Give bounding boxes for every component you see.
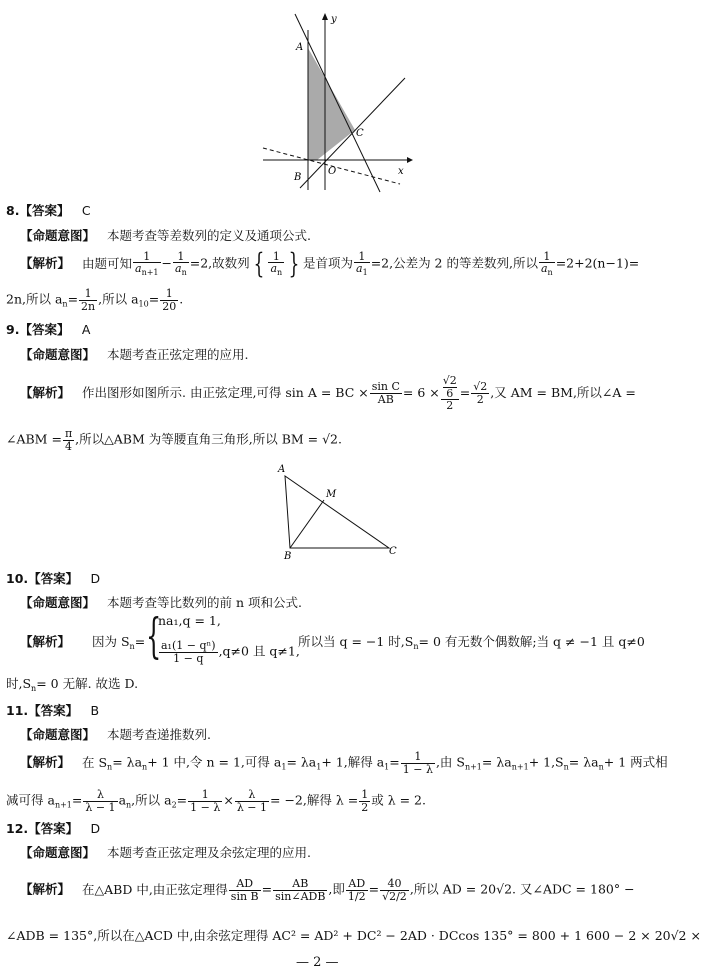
q12-frac2: $\frac{AB}{\text{sin∠ADB}}$ xyxy=(275,877,326,903)
q8-l2-c: ,所以 a xyxy=(98,291,139,307)
q11-analysis-tag: 【解析】 xyxy=(20,754,71,770)
label-O: O xyxy=(328,166,337,177)
q12-intent-tag: 【命题意图】 xyxy=(20,845,96,860)
q8-frac4: $\frac{1}{a_n}$ xyxy=(540,249,553,278)
q9-l1-a: 作出图形如图所示. 由正弦定理,可得 sin A = BC × xyxy=(82,384,369,400)
figure-triangle xyxy=(272,458,402,562)
q8-l1-e: =2+2(n−1)= xyxy=(555,255,640,271)
label-x: x xyxy=(398,166,404,177)
q9-answer-line xyxy=(6,322,90,337)
x-axis-arrow xyxy=(407,157,413,163)
q9-frac1: $\frac{\text{sin C}}{AB}$ xyxy=(371,380,400,406)
q10-answer: D xyxy=(90,571,101,586)
q12-intent-line xyxy=(20,845,311,860)
q11-number: 11. xyxy=(6,703,29,718)
y-axis-arrow xyxy=(322,13,328,20)
q8-l2-a: 2n,所以 a xyxy=(6,291,63,307)
q11-intent: 本题考查递推数列. xyxy=(107,727,211,742)
q10-piecewise-brace: { xyxy=(146,608,162,664)
q8-l2-sub2: 10 xyxy=(138,299,149,309)
q11-intent-line xyxy=(20,727,211,742)
q9-frac2: √2 6 2 xyxy=(442,374,457,413)
q12-answer-tag: 【答案】 xyxy=(28,821,79,836)
q8-l1-b: =2,故数列 xyxy=(189,255,250,271)
q9-answer: A xyxy=(81,322,91,337)
triangle-ABC xyxy=(285,476,389,548)
q10-case2: $\frac{\text{a₁(1 − qⁿ)}}{1 - q}$ ,q≠0 且 q≠1, xyxy=(161,639,300,665)
q10-l1-a: 因为 $S_n=$ xyxy=(92,634,146,651)
q9-intent-tag: 【命题意图】 xyxy=(20,347,96,362)
q10-intent-tag: 【命题意图】 xyxy=(20,595,96,610)
q8-l2-d: = xyxy=(148,291,160,307)
q12-frac1: $\frac{AD}{\text{sin B}}$ xyxy=(230,877,259,903)
q12-answer-line xyxy=(6,821,100,836)
q9-intent-line xyxy=(20,347,248,362)
q11-frac-a1: $\frac{1}{1 - \lambda}$ xyxy=(402,750,433,776)
q11-answer: B xyxy=(90,703,100,718)
label-y: y xyxy=(331,14,337,25)
q9-l2-frac: $\frac{\pi}{4}$ xyxy=(64,427,73,453)
label-A: A xyxy=(296,42,304,53)
q8-analysis-tag: 【解析】 xyxy=(20,255,71,271)
q9-analysis-line2 xyxy=(6,428,342,452)
q8-l2-frac1: $\frac{1}{2n}$ xyxy=(81,287,96,313)
q8-l1-c: 是首项为 xyxy=(303,255,354,271)
page-number: — 2 — xyxy=(296,955,339,970)
q8-frac1: $\frac{1}{a_{n+1}}$ xyxy=(135,249,159,278)
label-C: C xyxy=(356,128,364,139)
q8-l2-sub: n xyxy=(62,299,68,309)
q8-l2-frac2: $\frac{1}{20}$ xyxy=(162,287,177,313)
q9-l1-b: = 6 × xyxy=(402,384,440,400)
q8-number: 8. xyxy=(6,203,20,218)
figure-feasible-region xyxy=(255,8,415,196)
q9-analysis-line1 xyxy=(20,375,636,412)
q12-answer: D xyxy=(90,821,101,836)
q8-analysis-line1: 【解析】 由题可知 $\frac{1}{a_{n+1}}$ − $\frac{1}{a_n}$ =2,故数列 { $\frac{1}{a_n}$ } 是首项为 $\frac{1}{a_1}$ =2,公差为 2 的等差数列,所以 $\frac{1}{a_n}$ =2+2(n−1)= xyxy=(20,247,640,280)
q10-answer-line xyxy=(6,571,100,586)
q8-answer: C xyxy=(81,203,91,218)
q10-intent: 本题考查等比数列的前 n 项和公式. xyxy=(107,595,302,610)
q9-l1-c: = xyxy=(459,384,471,400)
q12-number: 12. xyxy=(6,821,29,836)
q10-l1-rest: 所以当 q = −1 时$,S_n= 0$ 有无数个偶数解;当 q ≠ −1 且 q≠0 xyxy=(298,634,645,651)
q8-intent: 本题考查等差数列的定义及通项公式. xyxy=(107,228,311,243)
q12-intent: 本题考查正弦定理及余弦定理的应用. xyxy=(107,845,311,860)
q11-frac2: $\frac{1}{1 - \lambda}$ xyxy=(190,788,221,814)
q12-frac4: $\frac{40}{√2/2}$ xyxy=(382,877,407,903)
q8-answer-tag: 【答案】 xyxy=(19,203,70,218)
q8-answer-line xyxy=(6,203,91,218)
q10-answer-tag: 【答案】 xyxy=(28,571,79,586)
label-B: B xyxy=(294,172,302,183)
q11-frac1: $\frac{\lambda}{\lambda - 1}$ xyxy=(85,788,116,814)
q8-l1-d: =2,公差为 2 的等差数列,所以 xyxy=(370,255,538,271)
segment-BM xyxy=(290,500,324,548)
q11-analysis-line1: 【解析】 在 $S_n= \lambda a_n+ 1$ 中,令 n = 1,可得 $a_1= \lambda a_1+ 1$,解得 $a_1=$ $\frac{1}{1 - \lambda}$ ,由 $S_{n+1}= \lambda a_{n+1}+ 1,S_n= \lambda a_n+ 1$ 两式相 xyxy=(20,750,668,776)
q10-case1: na₁,q = 1, xyxy=(158,613,221,628)
q9-l2-b: ,所以△ABM 为等腰直角三角形,所以 BM = √2. xyxy=(75,431,342,447)
q9-l2-a: ∠ABM = xyxy=(6,431,62,447)
q8-seq-frac: $\frac{1}{a_n}$ xyxy=(270,249,283,278)
q11-frac4: $\frac{1}{2}$ xyxy=(361,788,369,814)
q11-intent-tag: 【命题意图】 xyxy=(20,727,96,742)
shaded-region xyxy=(308,48,355,160)
q10-analysis-tag: 【解析】 xyxy=(20,634,71,649)
q12-frac3: $\frac{AD}{1/2}$ xyxy=(347,877,366,903)
fig2-label-A: A xyxy=(278,464,286,475)
q9-answer-tag: 【答案】 xyxy=(19,322,70,337)
q8-l2-e: . xyxy=(179,291,184,307)
q9-analysis-tag: 【解析】 xyxy=(20,384,71,400)
q11-answer-tag: 【答案】 xyxy=(28,703,79,718)
fig2-label-M: M xyxy=(326,489,337,500)
q9-frac3: $\frac{√2}{2}$ xyxy=(473,380,488,406)
q8-minus: − xyxy=(161,255,173,271)
q11-answer-line xyxy=(6,703,99,718)
q8-frac2: $\frac{1}{a_n}$ xyxy=(175,249,187,278)
q8-intent-tag: 【命题意图】 xyxy=(20,228,96,243)
q11-frac3: $\frac{\lambda}{\lambda - 1}$ xyxy=(236,788,268,814)
q8-frac3: $\frac{1}{a_1}$ xyxy=(356,249,368,278)
q12-analysis-line1: 【解析】 在△ABD 中,由正弦定理得 $\frac{AD}{\text{sin B}}$ = $\frac{AB}{\text{sin∠ADB}}$ ,即 $\frac{AD}{1/2}$ = $\frac{40}{√2/2}$ ,所以 AD = 20√2. 又∠ADC = 180° − xyxy=(20,877,635,903)
fig2-label-C: C xyxy=(389,546,397,557)
q8-analysis-line2 xyxy=(6,288,183,312)
q12-analysis-line2: ∠ADB = 135°,所以在△ACD 中,由余弦定理得 AC² = AD² + DC² − 2AD · DCcos 135° = 800 + 1 600 − 2 × 20√2 × xyxy=(6,928,701,943)
q11-analysis-line2: 减可得 $a_{n+1}=$ $\frac{\lambda}{\lambda - 1}$ $a_n$,所以 $a_2=$ $\frac{1}{1 - \lambda}$ × $\frac{\lambda}{\lambda - 1}$ = −2,解得 λ = $\frac{1}{2}$ 或 λ = 2. xyxy=(6,788,426,814)
q8-intent-line xyxy=(20,228,311,243)
q10-analysis-line2: 时$,S_n= 0$ 无解. 故选 D. xyxy=(6,676,139,693)
q12-analysis-tag: 【解析】 xyxy=(20,881,71,897)
q8-l1-a: 由题可知 xyxy=(82,255,133,271)
q9-intent: 本题考查正弦定理的应用. xyxy=(107,347,249,362)
q9-number: 9. xyxy=(6,322,20,337)
q8-l2-b: = xyxy=(67,291,79,307)
fig2-label-B: B xyxy=(284,551,292,562)
q10-number: 10. xyxy=(6,571,29,586)
q9-l1-d: ,又 AM = BM,所以∠A = xyxy=(490,384,636,400)
